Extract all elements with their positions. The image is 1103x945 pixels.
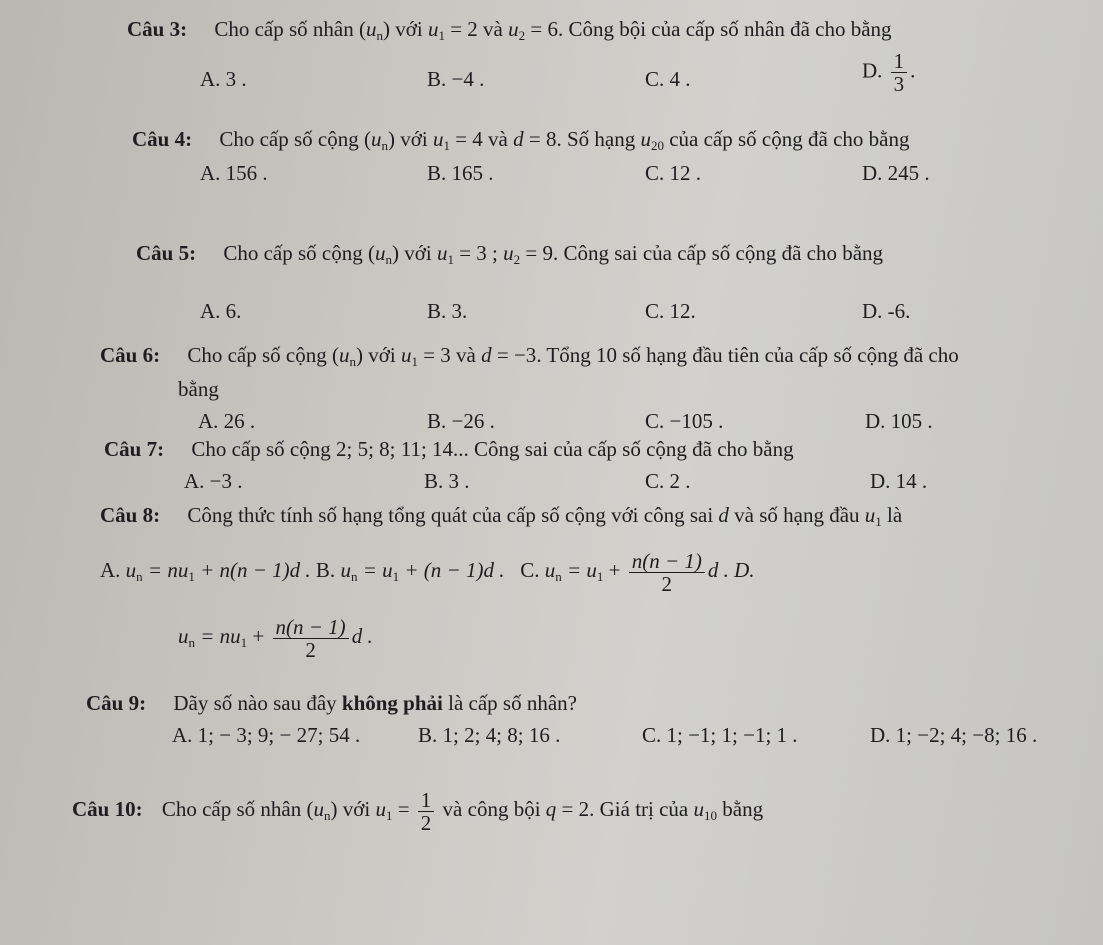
question-number: Câu 7: <box>104 437 165 461</box>
question-number: Câu 5: <box>136 241 197 265</box>
stem-text: với <box>400 127 428 151</box>
option-d[interactable]: D. 14 . <box>870 469 928 493</box>
math-value: = 4 <box>455 127 483 151</box>
denominator: 2 <box>420 810 432 835</box>
stem-text: và số hạng đầu <box>734 503 860 527</box>
stem-text: . Công sai của cấp số cộng đã cho bằng <box>552 241 884 265</box>
question-6-stem-continued: bằng <box>178 377 219 401</box>
stem-text: và <box>456 343 476 367</box>
stem-text: Cho cấp số cộng <box>223 241 363 265</box>
fraction <box>629 550 705 595</box>
option-c[interactable]: C. $u_n = u_1$ + $\frac{n(n - 1)}{2}$ d . D. <box>520 548 755 596</box>
option-c[interactable]: C. 2 . <box>645 469 691 493</box>
option-b[interactable]: B. $u_n = u_1 + (n - 1)d$ . <box>315 558 505 584</box>
question-7-stem <box>104 436 794 462</box>
question-number: Câu 4: <box>132 127 193 151</box>
option-c[interactable]: C. 12. <box>645 299 696 323</box>
stem-text: với <box>395 17 423 41</box>
question-number: Câu 10: <box>72 797 143 821</box>
question-number: Câu 3: <box>127 17 188 41</box>
stem-text: của cấp số cộng đã cho bằng <box>669 127 910 151</box>
option-a[interactable]: A. 156 . <box>200 161 268 185</box>
math-expression: + <box>608 558 621 582</box>
stem-text: . Giá trị của <box>589 797 689 821</box>
stem-text: là cấp số nhân? <box>448 691 577 715</box>
option-d[interactable]: $u_n = nu_1$ + $\frac{n(n - 1)}{2}$ d . <box>178 614 373 662</box>
option-d[interactable]: D. 1; −2; 4; −8; 16 . <box>870 723 1038 747</box>
math-value: = 2 <box>561 797 590 821</box>
option-b[interactable]: B. 3. <box>427 299 468 323</box>
emphasis-text: không phải <box>341 691 443 715</box>
stem-text: và <box>488 127 508 151</box>
question-number: Câu 8: <box>100 503 161 527</box>
math-expression: d . <box>351 624 373 648</box>
question-number: Câu 9: <box>86 691 147 715</box>
question-6-stem: Câu 6: Cho cấp số cộng $(u_n)$ với $u_1 = 3$ và d = −3. Tổng 10 số hạng đầu tiên của cấp số cộng đã cho <box>100 343 959 369</box>
stem-text: với <box>404 241 432 265</box>
option-a[interactable]: A. 26 . <box>198 409 256 433</box>
math-value: = 9 <box>525 241 553 265</box>
math-expression: = u <box>362 558 393 582</box>
math-value: = <box>397 797 410 821</box>
option-label: A. <box>100 558 121 582</box>
stem-text: Cho cấp số nhân <box>161 797 302 821</box>
option-b[interactable]: B. −4 . <box>427 67 485 91</box>
option-a[interactable]: A. −3 . <box>184 469 243 493</box>
option-a[interactable]: A. $u_n = nu_1 + n(n - 1)d$ . <box>100 558 311 584</box>
stem-text: Dãy số nào sau đây <box>173 691 337 715</box>
option-d[interactable] <box>862 50 915 95</box>
numerator: 1 <box>418 789 435 812</box>
option-b[interactable]: B. 3 . <box>424 469 470 493</box>
stem-text: và công bội <box>442 797 541 821</box>
question-number: Câu 6: <box>100 343 161 367</box>
option-c[interactable]: C. −105 . <box>645 409 724 433</box>
punctuation: . <box>910 58 916 83</box>
question-8-options <box>100 546 755 601</box>
stem-text: Cho cấp số cộng 2; 5; 8; 11; 14... Công sai của cấp số cộng đã cho bằng <box>191 437 794 461</box>
option-d[interactable]: D. 105 . <box>865 409 933 433</box>
option-a[interactable]: A. 3 . <box>200 67 247 91</box>
option-d[interactable]: D. 245 . <box>862 161 930 185</box>
math-value: = −3 <box>496 343 537 367</box>
stem-text: . Công bội của cấp số nhân đã cho bằng <box>557 17 892 41</box>
denominator: 2 <box>305 637 316 662</box>
option-label: C. <box>520 558 540 582</box>
fraction <box>273 616 349 661</box>
option-c[interactable]: C. 12 . <box>645 161 702 185</box>
stem-text: Cho cấp số nhân <box>214 17 354 41</box>
denominator: 3 <box>893 72 905 96</box>
option-c[interactable]: C. 1; −1; 1; −1; 1 . <box>642 723 798 747</box>
question-8-stem: Câu 8: Công thức tính số hạng tổng quát của cấp số cộng với công sai d và số hạng đầu $u_1$ là <box>100 503 903 529</box>
stem-text: và <box>483 17 503 41</box>
math-value: = 3 <box>423 343 451 367</box>
option-d[interactable]: D. -6. <box>862 299 911 323</box>
fraction <box>418 789 435 834</box>
stem-text: Cho cấp số cộng <box>219 127 359 151</box>
math-expression: + <box>252 624 265 648</box>
question-9-stem <box>86 690 577 716</box>
math-expression: + (n − 1)d . <box>404 558 505 582</box>
stem-text: . Số hạng <box>556 127 636 151</box>
stem-text: với <box>368 343 396 367</box>
stem-text: bằng <box>722 797 764 821</box>
option-label: B. <box>315 558 336 582</box>
math-value: = 2 <box>450 17 478 41</box>
numerator: n(n − 1) <box>629 550 705 573</box>
stem-text: Công thức tính số hạng tổng quát của cấp số cộng với công sai <box>187 503 714 527</box>
math-value: = 6 <box>530 17 558 41</box>
math-expression: + n(n − 1)d . <box>200 558 311 582</box>
math-expression: = u <box>566 558 597 582</box>
stem-text: Cho cấp số cộng <box>187 343 327 367</box>
option-b[interactable]: B. 1; 2; 4; 8; 16 . <box>418 723 561 747</box>
math-expression: d . D. <box>707 558 755 582</box>
numerator: n(n − 1) <box>273 616 349 639</box>
math-value: = 8 <box>528 127 557 151</box>
question-5-stem: Câu 5: Cho cấp số cộng $(u_n)$ với $u_1 = 3$ ; $u_2 = 9$. Công sai của cấp số cộng đã cho bằng <box>136 241 884 267</box>
option-c[interactable]: C. 4 . <box>645 67 691 91</box>
math-value: = 3 ; <box>459 241 498 265</box>
numerator: 1 <box>891 50 908 73</box>
option-b[interactable]: B. 165 . <box>427 161 494 185</box>
question-10-stem: Câu 10: Cho cấp số nhân $(u_n)$ với $u_1$ = $\frac{1}{2}$ và công bội q = 2. Giá trị của $u_{10}$ bằng <box>72 787 764 835</box>
stem-text: là <box>887 503 903 527</box>
denominator: 2 <box>661 571 673 596</box>
stem-text: . Tổng 10 số hạng đầu tiên của cấp số cộng đã cho <box>536 343 959 367</box>
question-3-stem: Câu 3: Cho cấp số nhân $(u_n)$ với $u_1 = 2$ và $u_2 = 6$. Công bội của cấp số nhân đã cho bằng <box>127 17 892 43</box>
option-a[interactable]: A. 6. <box>200 299 242 323</box>
option-b[interactable]: B. −26 . <box>427 409 495 433</box>
math-expression: = nu <box>147 558 189 582</box>
option-label: D. <box>862 58 883 83</box>
question-4-stem: Câu 4: Cho cấp số cộng $(u_n)$ với $u_1 = 4$ và d = 8. Số hạng $u_{20}$ của cấp số cộng đã cho bằng <box>132 127 910 153</box>
option-a[interactable]: A. 1; − 3; 9; − 27; 54 . <box>172 723 361 747</box>
math-expression: = nu <box>200 624 241 648</box>
fraction <box>891 50 908 95</box>
stem-text: với <box>342 797 371 821</box>
